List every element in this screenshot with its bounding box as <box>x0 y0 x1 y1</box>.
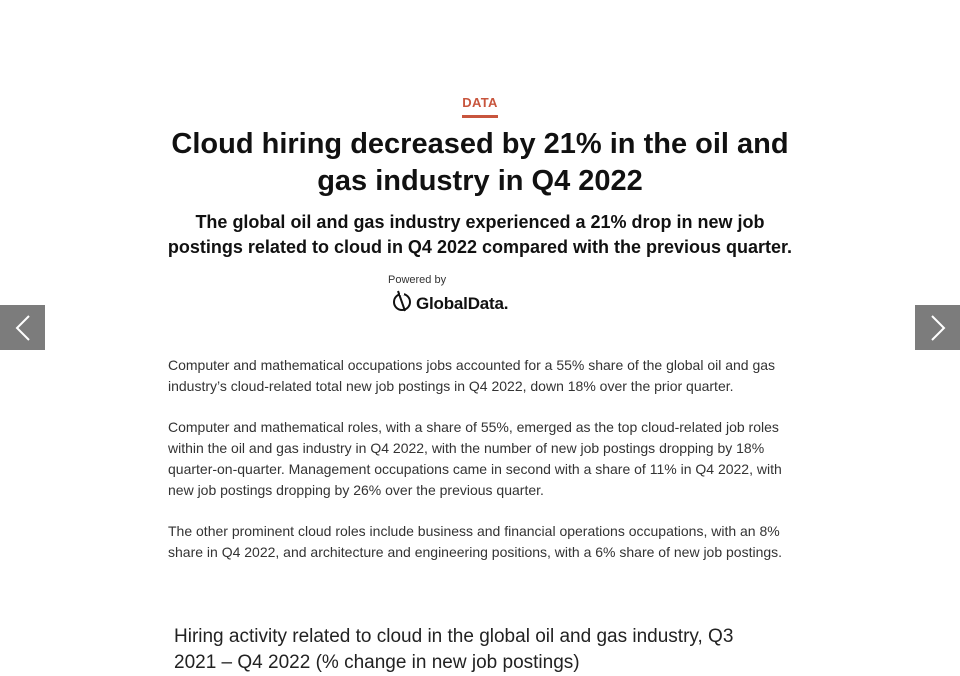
article-subtitle: The global oil and gas industry experienced a 21% drop in new job postings related to cloud in Q4 2022 compared with the previous quarter. <box>167 212 793 257</box>
article-title: Cloud hiring decreased by 21% in the oil and gas industry in Q4 2022 <box>171 128 789 197</box>
article-body <box>168 355 784 583</box>
chart-title: Hiring activity related to cloud in the global oil and gas industry, Q3 2021 – Q4 2022 (% change in new job postings) <box>174 626 734 673</box>
paragraph: Computer and mathematical occupations jobs accounted for a 55% share of the global oil and gas industry’s cloud-related total new job postings in Q4 2022, down 18% over the prior quarter. <box>168 357 776 394</box>
next-article-button[interactable] <box>915 305 960 350</box>
globaldata-logo-icon <box>392 290 412 317</box>
globaldata-logo[interactable] <box>392 290 508 317</box>
category-tag-label[interactable]: DATA <box>462 95 497 118</box>
paragraph: Computer and mathematical roles, with a share of 55%, emerged as the top cloud-related job roles within the oil and gas industry in Q4 2022, with the number of new job postings dropping by 18% quarter-on-quarter. Management occupations came in second with a share of 11% in Q4 2022, with new job postings dropping by 26% over the previous quarter. <box>168 419 782 498</box>
paragraph: The other prominent cloud roles include business and financial operations occupations, with an 8% share in Q4 2022, and architecture and engineering positions, with a 6% share of new job postings. <box>168 523 783 560</box>
previous-article-button[interactable] <box>0 305 45 350</box>
powered-by-label: Powered by <box>388 274 447 286</box>
globaldata-logo-text: GlobalData. <box>416 293 509 313</box>
chevron-right-icon <box>930 314 946 342</box>
category-tag <box>0 94 960 118</box>
chevron-left-icon <box>15 314 31 342</box>
